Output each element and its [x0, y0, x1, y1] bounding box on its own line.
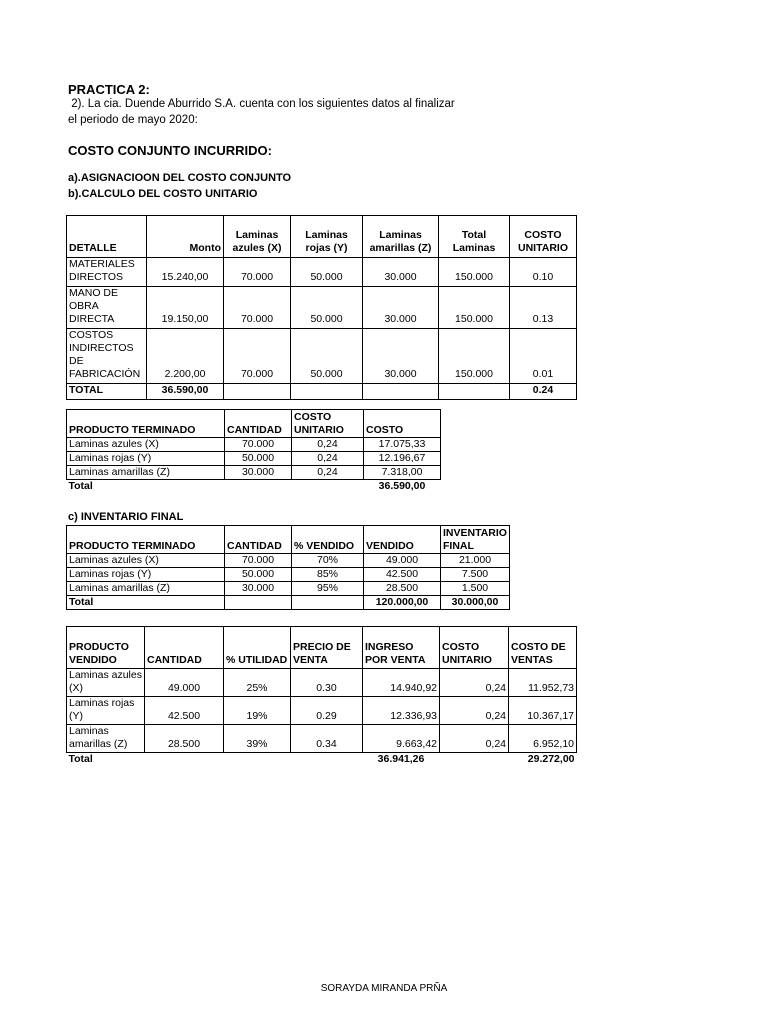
cell: 1.500 — [441, 582, 510, 596]
total-label: TOTAL — [67, 384, 147, 400]
subheading-c: c) INVENTARIO FINAL — [68, 511, 184, 523]
cell: 0,24 — [292, 466, 364, 480]
cell: 11.952,73 — [509, 669, 577, 697]
col-header: COSTO DE VENTAS — [509, 627, 577, 669]
cell: 42.500 — [145, 697, 224, 725]
col-header: INGRESO POR VENTA — [363, 627, 440, 669]
cell: 0,24 — [440, 669, 509, 697]
total-value: 29.272,00 — [527, 753, 575, 765]
cell: Laminas amarillas (Z) — [67, 725, 145, 753]
cell: 9.663,42 — [363, 725, 440, 753]
table-row — [67, 725, 577, 753]
cell: Laminas rojas (Y) — [67, 452, 225, 466]
cell: 150.000 — [439, 258, 510, 287]
table-row — [67, 452, 441, 466]
cell: Laminas amarillas (Z) — [67, 466, 225, 480]
cell: 150.000 — [439, 287, 510, 329]
table-row — [67, 697, 577, 725]
table-total-row — [67, 596, 510, 610]
table-row — [67, 554, 510, 568]
subheading-b: b).CALCULO DEL COSTO UNITARIO — [68, 188, 258, 200]
cell: 6.952,10 — [509, 725, 577, 753]
cell: 0,24 — [292, 452, 364, 466]
final-inventory-table — [66, 525, 510, 610]
cell: 2.200,00 — [147, 329, 224, 384]
col-header: % VENDIDO — [292, 526, 364, 554]
subheading-a: a).ASIGNACIOON DEL COSTO CONJUNTO — [68, 172, 292, 184]
cell: 0.34 — [291, 725, 363, 753]
col-header: DETALLE — [67, 216, 147, 258]
cell: 70.000 — [224, 258, 291, 287]
table-row — [67, 438, 441, 452]
cell: 30.000 — [363, 329, 439, 384]
table-row — [67, 669, 577, 697]
cell: 70.000 — [224, 287, 291, 329]
cell: 0,24 — [292, 438, 364, 452]
cell — [224, 384, 291, 400]
total-value: 30.000,00 — [441, 596, 510, 610]
table-row — [67, 466, 441, 480]
total-value: 36.590,00 — [378, 480, 426, 492]
cell: 39% — [224, 725, 291, 753]
cell: MANO DE OBRA DIRECTA — [67, 287, 147, 329]
col-header: INVENTARIO FINAL — [441, 526, 510, 554]
cell — [439, 384, 510, 400]
cell: Laminas azules (X) — [67, 438, 225, 452]
cell: 30.000 — [363, 287, 439, 329]
col-header: Laminas rojas (Y) — [291, 216, 363, 258]
total-label: Total — [67, 596, 225, 610]
cell: 85% — [292, 568, 364, 582]
cell: 0.01 — [510, 329, 577, 384]
cell: 25% — [224, 669, 291, 697]
section-heading: COSTO CONJUNTO INCURRIDO: — [68, 143, 272, 158]
total-value: 36.941,26 — [377, 753, 425, 765]
table-total-row — [67, 753, 577, 768]
col-header: PRECIO DE VENTA — [291, 627, 363, 669]
col-header: COSTO — [364, 410, 441, 438]
cell: 42.500 — [364, 568, 441, 582]
total-value: 120.000,00 — [364, 596, 441, 610]
col-header: CANTIDAD — [225, 410, 292, 438]
cell: COSTOS INDIRECTOS DE FABRICACIÓN — [67, 329, 147, 384]
cell: MATERIALES DIRECTOS — [67, 258, 147, 287]
table-total-row — [67, 480, 441, 494]
cell: 0,24 — [440, 697, 509, 725]
table-header-row — [67, 627, 577, 669]
cell: 0.13 — [510, 287, 577, 329]
table-row — [67, 287, 577, 329]
cell: 0.29 — [291, 697, 363, 725]
cell: 10.367,17 — [509, 697, 577, 725]
cell: 70.000 — [225, 438, 292, 452]
sales-cost-table — [66, 626, 577, 767]
product-cost-table — [66, 409, 441, 493]
intro-line-2: el periodo de mayo 2020: — [68, 114, 198, 126]
cell: 28.500 — [145, 725, 224, 753]
cell: 50.000 — [291, 329, 363, 384]
cell: 50.000 — [225, 568, 292, 582]
cell: 0.10 — [510, 258, 577, 287]
table-header-row — [67, 526, 510, 554]
cell — [291, 384, 363, 400]
total-label: Total — [68, 753, 93, 765]
col-header: COSTO UNITARIO — [510, 216, 577, 258]
col-header: % UTILIDAD — [224, 627, 291, 669]
page-title: PRACTICA 2: — [68, 82, 150, 97]
col-header: Monto — [147, 216, 224, 258]
col-header: Total Laminas — [439, 216, 510, 258]
cell: 0.30 — [291, 669, 363, 697]
col-header: Laminas azules (X) — [224, 216, 291, 258]
cell: 49.000 — [145, 669, 224, 697]
col-header: PRODUCTO TERMINADO — [67, 526, 225, 554]
cell: Laminas azules (X) — [67, 669, 145, 697]
cell: Laminas rojas (Y) — [67, 568, 225, 582]
col-header: COSTO UNITARIO — [292, 410, 364, 438]
cell: 50.000 — [225, 452, 292, 466]
cell: 70.000 — [225, 554, 292, 568]
table-row — [67, 582, 510, 596]
table-header-row — [67, 216, 577, 258]
cell: 19.150,00 — [147, 287, 224, 329]
cell: 12.336,93 — [363, 697, 440, 725]
cell: 28.500 — [364, 582, 441, 596]
cell: Laminas rojas (Y) — [67, 697, 145, 725]
table-row — [67, 258, 577, 287]
col-header: CANTIDAD — [225, 526, 292, 554]
cell: 14.940,92 — [363, 669, 440, 697]
cell: 50.000 — [291, 258, 363, 287]
cell: Laminas amarillas (Z) — [67, 582, 225, 596]
total-value: 36.590,00 — [147, 384, 224, 400]
cell: 70% — [292, 554, 364, 568]
cell: 0,24 — [440, 725, 509, 753]
col-header: Laminas amarillas (Z) — [363, 216, 439, 258]
cell: 30.000 — [363, 258, 439, 287]
table-row — [67, 568, 510, 582]
col-header: PRODUCTO TERMINADO — [67, 410, 225, 438]
cell: 150.000 — [439, 329, 510, 384]
table-header-row — [67, 410, 441, 438]
cell: 70.000 — [224, 329, 291, 384]
col-header: CANTIDAD — [145, 627, 224, 669]
col-header: PRODUCTO VENDIDO — [67, 627, 145, 669]
cell: 12.196,67 — [364, 452, 441, 466]
table-row — [67, 329, 577, 384]
cell: 95% — [292, 582, 364, 596]
cell: 30.000 — [225, 582, 292, 596]
col-header: VENDIDO — [364, 526, 441, 554]
intro-line-1: 2). La cia. Duende Aburrido S.A. cuenta con los siguientes datos al finalizar — [68, 98, 455, 110]
cell: 21.000 — [441, 554, 510, 568]
cell: 7.500 — [441, 568, 510, 582]
footer-author: SORAYDA MIRANDA PRÑA — [320, 983, 448, 994]
cell: 30.000 — [225, 466, 292, 480]
total-label: Total — [68, 480, 93, 492]
cell: 19% — [224, 697, 291, 725]
cell — [363, 384, 439, 400]
cell: Laminas azules (X) — [67, 554, 225, 568]
cell: 50.000 — [291, 287, 363, 329]
joint-cost-table — [66, 215, 577, 400]
cell: 17.075,33 — [364, 438, 441, 452]
total-value: 0.24 — [510, 384, 577, 400]
col-header: COSTO UNITARIO — [440, 627, 509, 669]
cell: 7.318,00 — [364, 466, 441, 480]
cell: 49.000 — [364, 554, 441, 568]
cell: 15.240,00 — [147, 258, 224, 287]
table-total-row — [67, 384, 577, 400]
